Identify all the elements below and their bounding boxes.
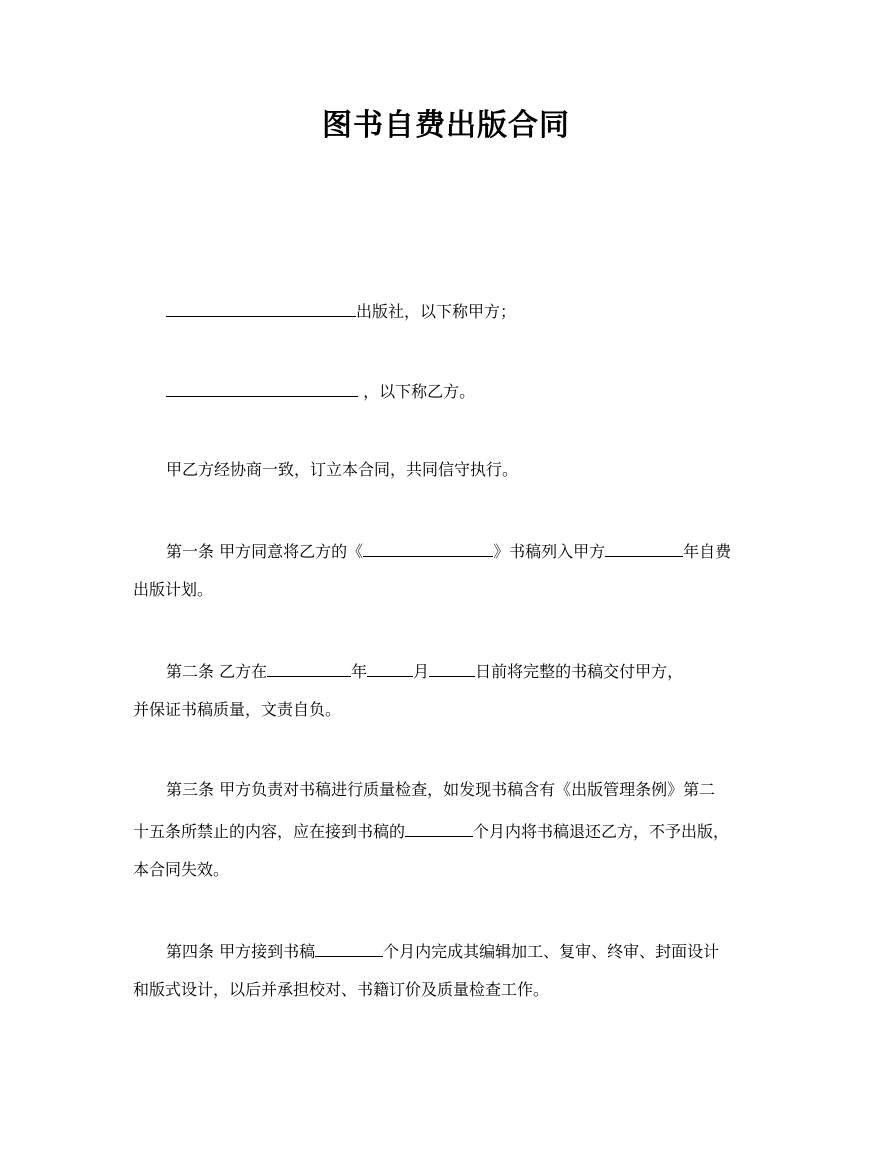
article-2-year-label: 年 — [351, 662, 368, 681]
article-4-text-b: 个月内完成其编辑加工、复审、终审、封面设计 — [383, 942, 720, 961]
article-2-text-a: 第二条 乙方在 — [166, 662, 268, 681]
party-b-name-blank — [166, 379, 358, 397]
article-2-line-2: 并保证书稿质量，文责自负。 — [133, 700, 342, 719]
article-4-text-a: 第四条 甲方接到书稿 — [166, 942, 316, 961]
article-1-line-2: 出版计划。 — [133, 580, 214, 599]
party-a-suffix: 出版社，以下称甲方； — [356, 302, 517, 321]
party-b-line — [166, 379, 475, 403]
article-3-line-3: 本合同失效。 — [133, 860, 230, 879]
article-2-line-1 — [166, 659, 683, 683]
article-2-text-b: 日前将完整的书稿交付甲方， — [475, 662, 684, 681]
delivery-month-blank — [367, 659, 413, 677]
article-2-month-label: 月 — [413, 662, 430, 681]
delivery-year-blank — [267, 659, 351, 677]
article-3-line-1: 第三条 甲方负责对书稿进行质量检查，如发现书稿含有《出版管理条例》第二 — [166, 780, 716, 799]
delivery-day-blank — [429, 659, 475, 677]
article-3-text-b: 个月内将书稿退还乙方，不予出版， — [473, 822, 730, 841]
article-3-line-2 — [133, 819, 729, 843]
manuscript-title-blank — [363, 539, 493, 557]
article-4-line-2: 和版式设计，以后并承担校对、书籍订价及质量检查工作。 — [133, 980, 550, 999]
return-months-blank — [405, 819, 473, 837]
editing-months-blank — [315, 939, 383, 957]
party-a-line — [166, 299, 516, 323]
document-title: 图书自费出版合同 — [322, 108, 570, 143]
article-1-text-b: 》书稿列入甲方 — [493, 542, 606, 561]
article-1-line-1 — [166, 539, 731, 563]
party-a-name-blank — [166, 299, 356, 317]
article-4-line-1 — [166, 939, 719, 963]
plan-year-blank — [605, 539, 683, 557]
article-1-text-a: 第一条 甲方同意将乙方的《 — [166, 542, 364, 561]
intro-paragraph: 甲乙方经协商一致，订立本合同，共同信守执行。 — [166, 460, 519, 479]
party-b-suffix: ，以下称乙方。 — [358, 382, 476, 401]
article-1-text-c: 年自费 — [683, 542, 732, 561]
article-3-text-a: 十五条所禁止的内容，应在接到书稿的 — [133, 822, 406, 841]
